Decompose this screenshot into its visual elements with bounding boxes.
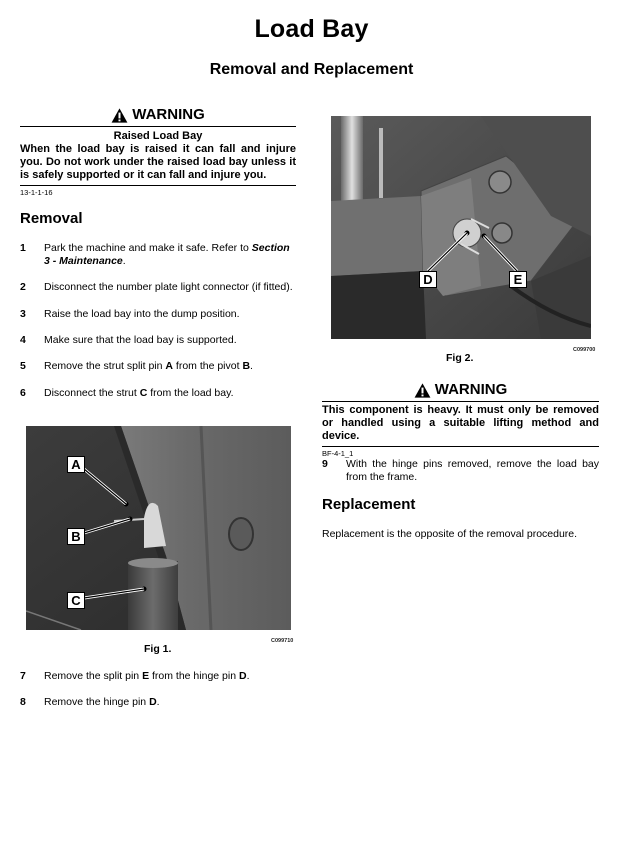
step-5 [20,360,297,373]
step-number: 5 [20,360,26,372]
step-number: 8 [20,696,26,708]
warning-top-rule [20,126,296,127]
warning-raised-load-bay [20,104,296,198]
step-2 [20,281,300,294]
step-text: Raise the load bay into the dump position. [44,308,240,320]
warning-heading [322,379,599,401]
callout-c: C [67,592,85,609]
step-4 [20,334,297,347]
warning-triangle-icon [111,108,128,123]
hinge-pin-photo [331,116,591,339]
step-number: 7 [20,670,26,682]
step-7 [20,670,297,683]
callout-a: A [67,456,85,473]
step-text: Remove the split pin E from the hinge pin D. [44,670,250,682]
step-text: Disconnect the strut C from the load bay. [44,387,234,399]
warning-body: When the load bay is raised it can fall and injure you. Do not work under the raised load bay unless it is safely supported or it can fall and injure you. [20,143,296,181]
step-text: Remove the strut split pin A from the pivot B. [44,360,253,372]
step-6 [20,387,297,400]
page-title: Load Bay [254,15,369,43]
warning-bottom-rule [322,446,599,447]
figure-2-caption: Fig 2. [446,352,474,364]
step-text: Remove the hinge pin D. [44,696,160,708]
step-number: 1 [20,242,26,254]
figure-2-code: C099700 [573,347,596,353]
step-number: 9 [322,458,328,470]
callout-e: E [509,271,527,288]
warning-heavy-component [322,379,599,459]
step-number: 3 [20,308,26,320]
strut-pivot-photo [26,426,291,630]
warning-bottom-rule [20,185,296,186]
callout-b: B [67,528,85,545]
warning-label: WARNING [434,381,508,398]
figure-1-code: C099710 [271,638,294,644]
step-number: 4 [20,334,26,346]
warning-label: WARNING [132,106,205,123]
section-heading-removal: Removal [20,210,83,227]
warning-subtitle: Raised Load Bay [113,130,203,142]
warning-top-rule [322,401,599,402]
callout-d: D [419,271,437,288]
step-number: 6 [20,387,26,399]
figure-1-caption: Fig 1. [144,643,172,655]
warning-heading [20,104,296,126]
replacement-text: Replacement is the opposite of the removal procedure. [322,528,578,540]
section-heading-replacement: Replacement [322,496,416,513]
section-reference: Section 3 - Maintenance [44,242,290,267]
step-text: Park the machine and make it safe. Refer to Section 3 - Maintenance. [44,242,290,267]
step-text: Disconnect the number plate light connector (if fitted). [44,281,293,293]
step-9 [322,458,599,484]
warning-code: BF-4-1_1 [322,449,354,458]
step-8 [20,696,297,709]
page-subtitle: Removal and Replacement [209,61,414,78]
step-3 [20,308,297,321]
step-text: With the hinge pins removed, remove the load bay from the frame. [346,458,599,483]
step-text: Make sure that the load bay is supported. [44,334,237,346]
warning-code: 13-1-1-16 [20,188,53,197]
step-1 [20,242,297,268]
warning-body: This component is heavy. It must only be removed or handled using a suitable lifting method and device. [322,404,599,442]
figure-1-photo [26,426,291,630]
warning-triangle-icon [414,383,431,398]
figure-2-photo [331,116,591,339]
step-number: 2 [20,281,26,293]
